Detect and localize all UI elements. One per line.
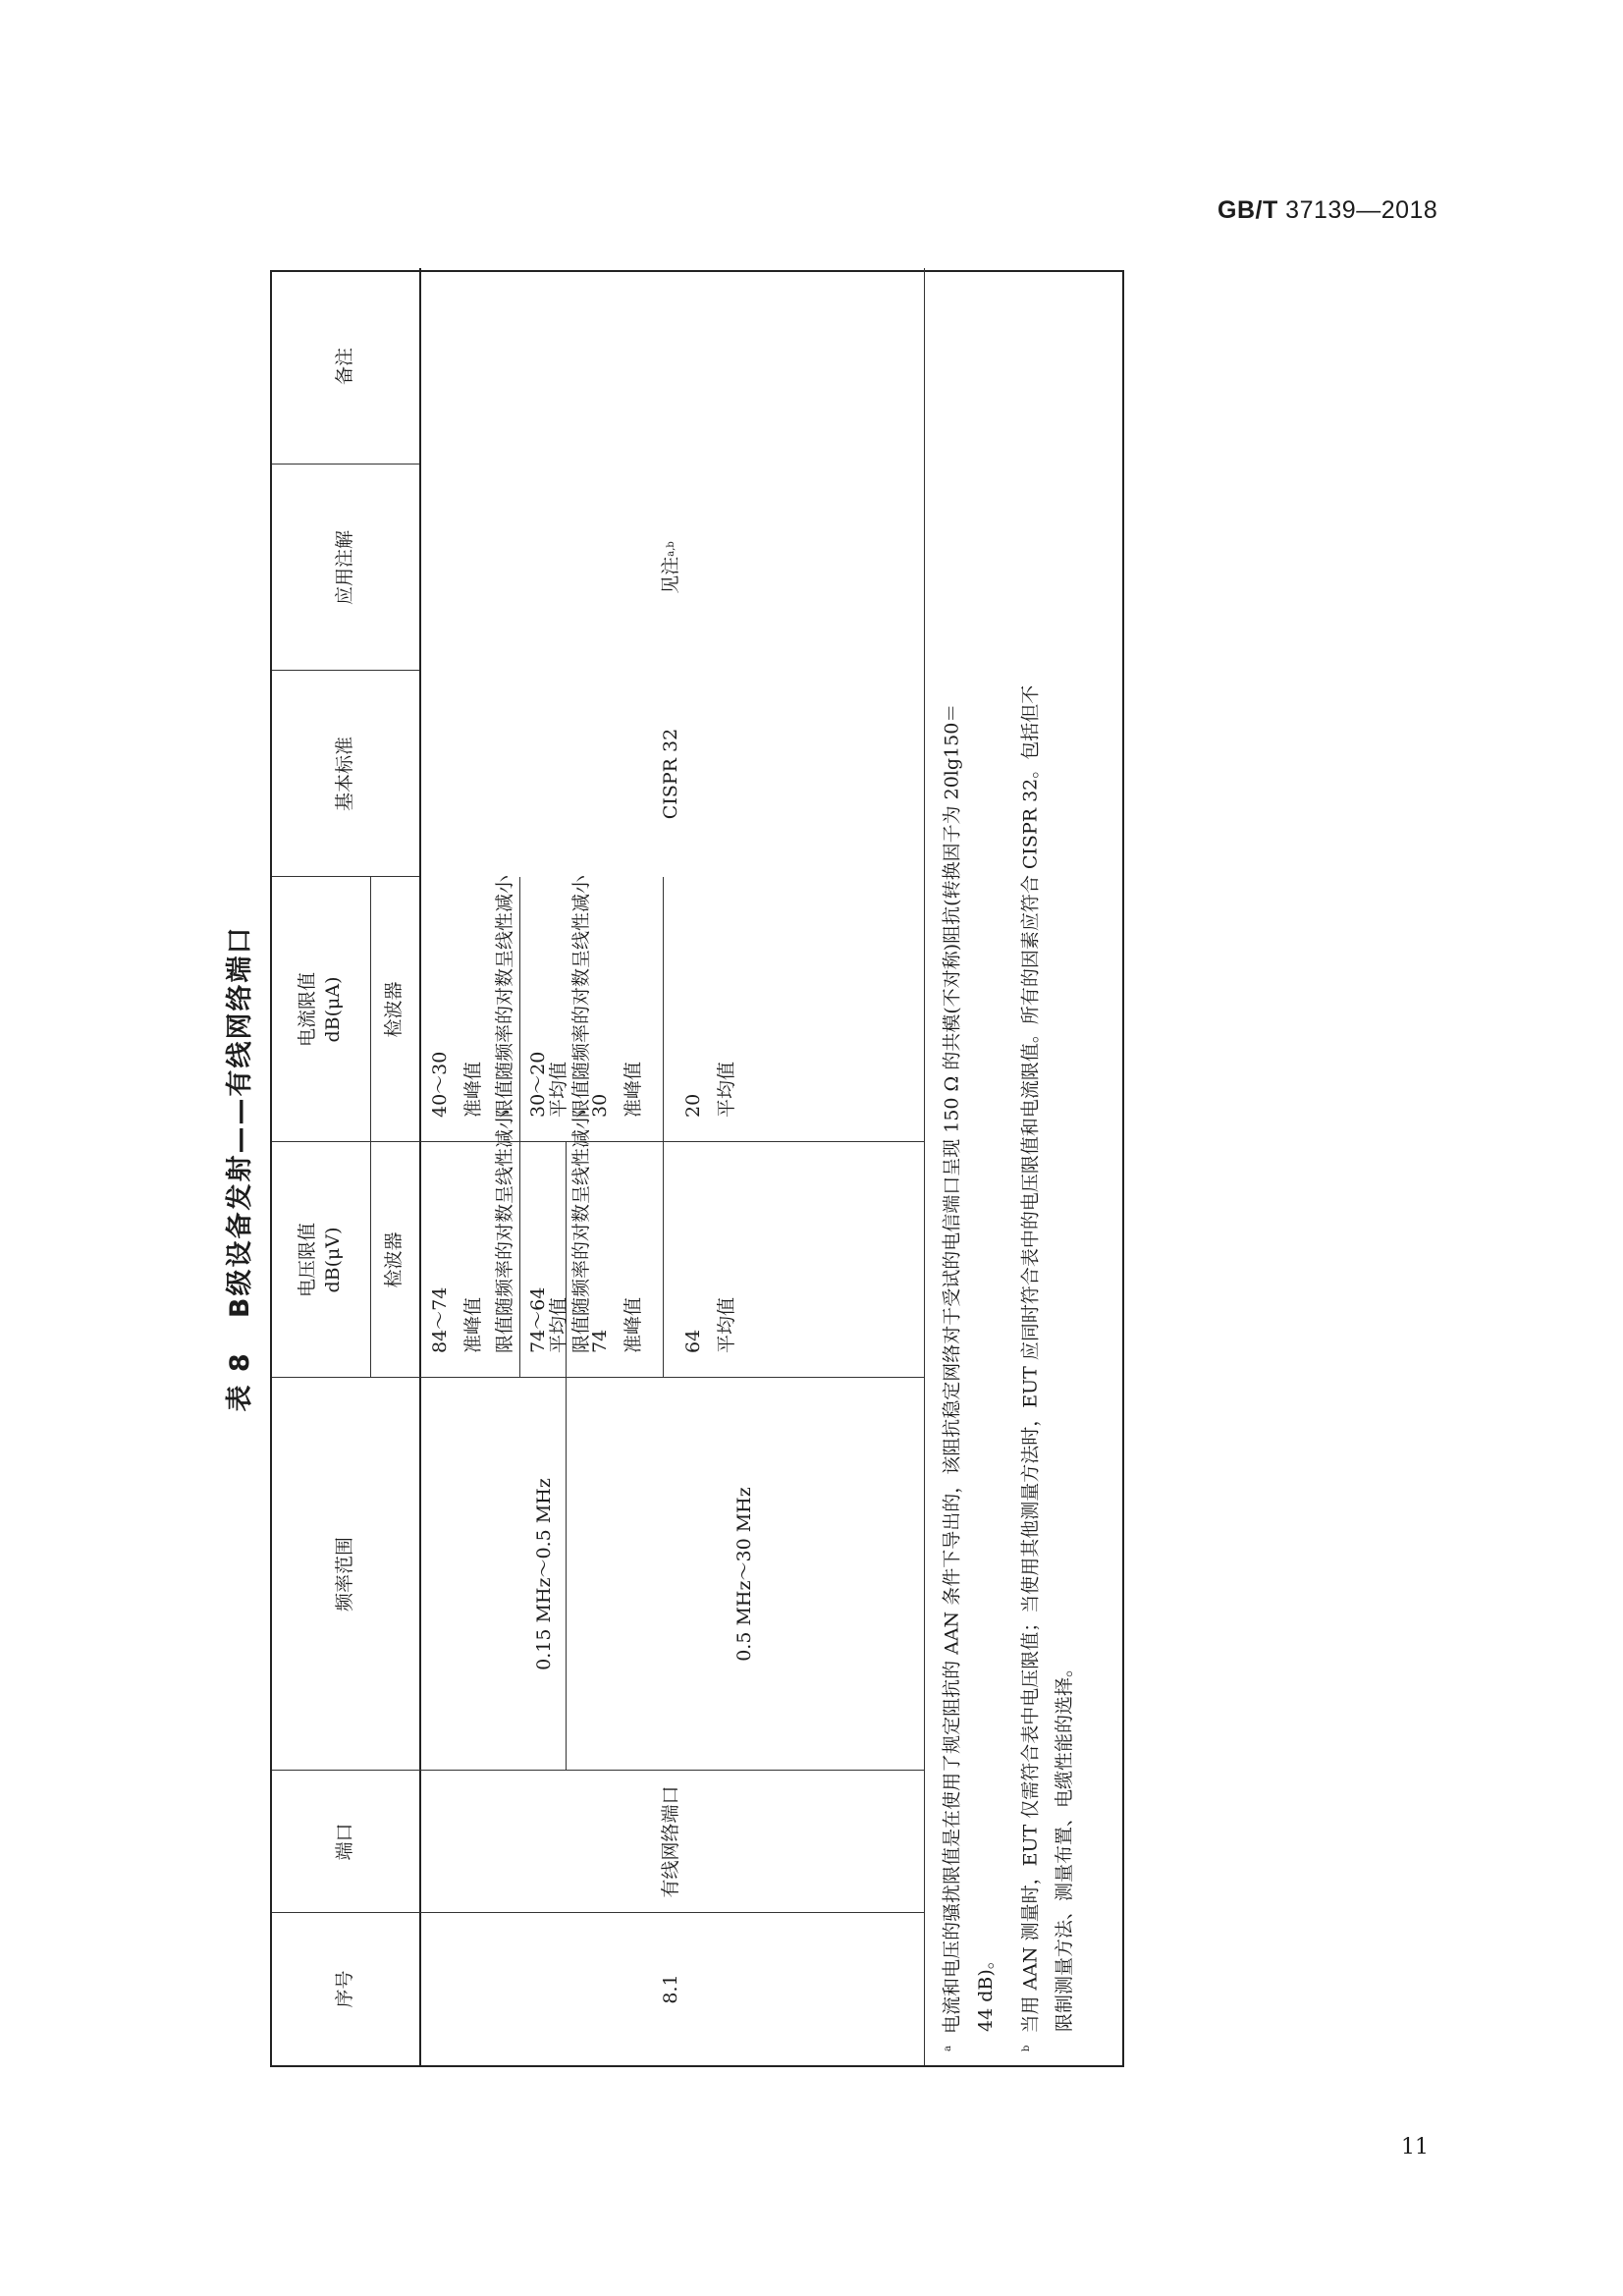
header-seq: 序号 bbox=[334, 1970, 356, 2008]
voltage-band2-avg-value: 64 bbox=[682, 1329, 704, 1353]
caption-label: 表 8 bbox=[225, 1351, 255, 1412]
rotated-table-block bbox=[211, 270, 1124, 2067]
standard-code bbox=[1217, 196, 1437, 225]
header-current bbox=[272, 877, 370, 1142]
header-basic-standard: 基本标准 bbox=[334, 737, 356, 812]
current-band1-avg-value: 30～20 bbox=[527, 1051, 549, 1118]
voltage-band1-qp-note: 限值随频率的对数呈线性减小 bbox=[494, 1110, 515, 1353]
header-voltage-unit: dB(μV) bbox=[322, 1227, 344, 1293]
current-band1-qp-value: 40～30 bbox=[429, 1051, 451, 1118]
current-band2-qp-detector: 准峰值 bbox=[622, 1061, 644, 1118]
current-band2-qp-value: 30 bbox=[589, 1093, 611, 1118]
voltage-band2-avg-detector: 平均值 bbox=[716, 1296, 737, 1353]
band2-limit-divider bbox=[663, 877, 664, 1378]
header-current-detector: 检波器 bbox=[383, 981, 406, 1038]
header-current-title: 电流限值 bbox=[297, 972, 319, 1048]
current-band1-qp-detector: 准峰值 bbox=[462, 1061, 484, 1118]
current-band2-avg-detector: 平均值 bbox=[716, 1061, 737, 1118]
row-application-note bbox=[419, 465, 924, 671]
current-band2-avg-value: 20 bbox=[682, 1093, 704, 1118]
footnote-b-text: 当用 AAN 测量时，EUT 仅需符合表中电压限值；当使用其他测量方法时，EUT 应同时符合表中的电压限值和电流限值。所有的因素应符合 CISPR 32。包括但不 bbox=[1019, 684, 1042, 2034]
footnote-b-line2: 限制测量方法、测量布置、电缆性能的选择。 bbox=[1054, 1658, 1075, 2032]
current-band1-qp-note: 限值随频率的对数呈线性减小 bbox=[494, 874, 515, 1118]
application-note-sup: a,b bbox=[666, 541, 677, 557]
emission-table bbox=[270, 270, 1124, 2067]
header-application-note: 应用注解 bbox=[334, 530, 356, 606]
row-basic-standard: CISPR 32 bbox=[660, 728, 682, 820]
footnote-divider bbox=[924, 268, 925, 2065]
voltage-band1-avg-note: 限值随频率的对数呈线性减小 bbox=[570, 1110, 592, 1353]
band2-frequency: 0.5 MHz～30 MHz bbox=[732, 1487, 755, 1662]
standard-number: 37139—2018 bbox=[1285, 196, 1438, 224]
voltage-band1-avg-detector: 平均值 bbox=[548, 1296, 569, 1353]
voltage-band2-qp-detector: 准峰值 bbox=[622, 1296, 644, 1353]
header-port: 端口 bbox=[334, 1823, 356, 1861]
footnote-a-line1 bbox=[930, 704, 970, 2051]
footnote-b-mark: b bbox=[1021, 2045, 1032, 2051]
voltage-band1-qp-value: 84～74 bbox=[429, 1286, 451, 1353]
header-voltage-title: 电压限值 bbox=[297, 1223, 319, 1298]
header-voltage bbox=[272, 1142, 370, 1378]
application-note-text: 见注 bbox=[660, 556, 682, 594]
row-seq: 8.1 bbox=[660, 1974, 682, 2004]
band1-frequency: 0.15 MHz～0.5 MHz bbox=[533, 1478, 556, 1670]
footnote-a-text: 电流和电压的骚扰限值是在使用了规定阻抗的 AAN 条件下导出的，该阻抗稳定网络对于受试的电信端口呈现 150 Ω 的共模(不对称)阻抗(转换因子为 20lg150＝ bbox=[941, 703, 963, 2034]
row-port: 有线网络端口 bbox=[660, 1785, 682, 1898]
header-freq: 频率范围 bbox=[334, 1537, 356, 1613]
voltage-band1-qp-detector: 准峰值 bbox=[462, 1296, 484, 1353]
footnote-a-mark: a bbox=[943, 2046, 953, 2051]
caption-title: B级设备发射——有线网络端口 bbox=[225, 925, 255, 1319]
table-caption bbox=[211, 270, 270, 2067]
voltage-band2-qp-value: 74 bbox=[589, 1329, 611, 1353]
voltage-band1-avg-value: 74～64 bbox=[527, 1286, 549, 1353]
standard-prefix: GB/T bbox=[1217, 196, 1278, 224]
current-band1-avg-note: 限值随频率的对数呈线性减小 bbox=[570, 874, 592, 1118]
footnote-a-line2: 44 dB)。 bbox=[975, 1950, 997, 2032]
header-current-unit: dB(μA) bbox=[322, 976, 344, 1043]
footnote-b-line1 bbox=[1008, 685, 1049, 2051]
row-remarks bbox=[419, 268, 924, 465]
current-band1-avg-detector: 平均值 bbox=[548, 1061, 569, 1118]
header-voltage-detector: 检波器 bbox=[383, 1231, 406, 1288]
header-remarks: 备注 bbox=[334, 348, 356, 386]
page-number: 11 bbox=[1401, 2135, 1429, 2159]
